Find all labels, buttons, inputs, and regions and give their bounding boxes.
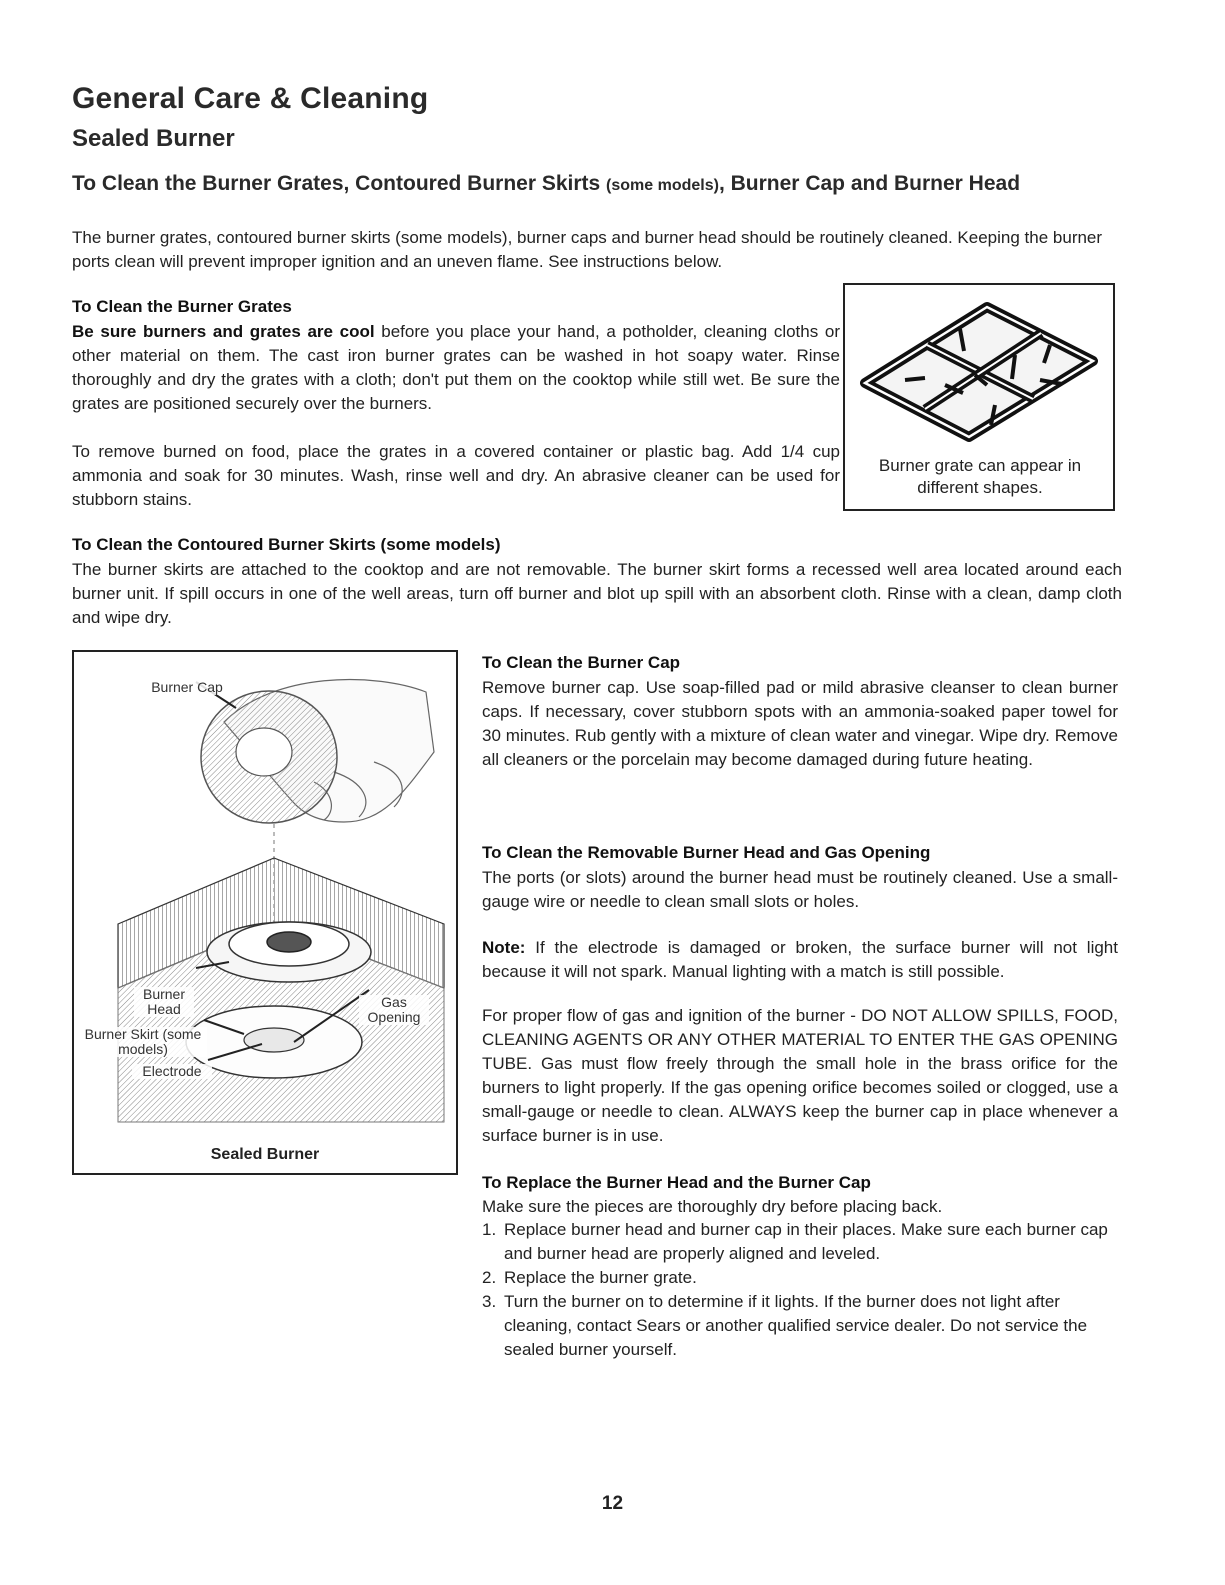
step-text: Replace the burner grate. bbox=[504, 1268, 697, 1287]
replace-intro: Make sure the pieces are thoroughly dry before placing back. bbox=[482, 1197, 943, 1216]
main-heading bbox=[72, 170, 1122, 200]
intro-paragraph: The burner grates, contoured burner skirts (some models), burner caps and burner head should be routinely cleaned. Keeping the burner ports clean will prevent improper ignition and an uneven flame. See instructions below. bbox=[72, 228, 1103, 271]
sealed-burner-figure bbox=[72, 650, 458, 1175]
grates-paragraph-1 bbox=[72, 320, 840, 416]
grates-paragraph-2: To remove burned on food, place the grates in a covered container or plastic bag. Add 1/4 cup ammonia and soak for 30 minutes. Wash, rinse well and dry. An abrasive cleaner can be used for stubborn stains. bbox=[72, 442, 840, 509]
list-item bbox=[482, 1290, 1118, 1362]
step-number: 3. bbox=[482, 1292, 497, 1311]
head-paragraph-3: For proper flow of gas and ignition of the burner - DO NOT ALLOW SPILLS, FOOD, CLEANING AGENTS OR ANY OTHER MATERIAL TO ENTER THE GAS OPENING TUBE. Gas must flow freely through the small hole in the brass orifice for the burners to light properly. If the gas opening orifice becomes soiled or clogged, use a small-gauge or needle to clean. ALWAYS keep the burner cap in place whenever a surface burner is in use. bbox=[482, 1006, 1118, 1145]
replace-steps-list bbox=[482, 1218, 1118, 1362]
skirts-heading: To Clean the Contoured Burner Skirts (some models) bbox=[72, 535, 501, 554]
head-heading: To Clean the Removable Burner Head and Gas Opening bbox=[482, 843, 931, 862]
list-item bbox=[482, 1218, 1118, 1266]
cap-paragraph: Remove burner cap. Use soap-filled pad or mild abrasive cleanser to clean burner caps. If necessary, cover stubborn spots with an ammonia-soaked paper towel for 30 minutes. Rub gently with a mixture of clean water and vinegar. Wipe dry. Remove all cleaners or the porcelain may become damaged during future heating. bbox=[482, 678, 1118, 769]
grates-p1-rest: before you place your hand, a potholder, cleaning cloths or other material on them. The cast iron burner grates can be washed in hot soapy water. Rinse thoroughly and dry the grates with a cloth; don't put them on the cooktop while still wet. Be sure the grates are positioned securely over the burners. bbox=[72, 322, 840, 413]
grate-figure-caption: Burner grate can appear in different shapes. bbox=[878, 456, 1082, 497]
note-label: Note: bbox=[482, 938, 526, 957]
label-burner-skirt: Burner Skirt (some models) bbox=[79, 1027, 207, 1057]
note-text: If the electrode is damaged or broken, the surface burner will not light because it will not spark. Manual lighting with a match is still possible. bbox=[482, 938, 1118, 981]
cap-heading: To Clean the Burner Cap bbox=[482, 653, 681, 672]
list-item bbox=[482, 1266, 1118, 1290]
replace-heading: To Replace the Burner Head and the Burner Cap bbox=[482, 1173, 871, 1192]
sealed-burner-caption: Sealed Burner bbox=[210, 1146, 320, 1163]
burner-grate-illustration bbox=[845, 285, 1113, 453]
page-number: 12 bbox=[601, 1493, 624, 1514]
head-note bbox=[482, 936, 1118, 984]
main-heading-part1: To Clean the Burner Grates, Contoured Burner Skirts bbox=[72, 172, 607, 195]
main-heading-small: (some models) bbox=[606, 177, 719, 194]
head-paragraph-1: The ports (or slots) around the burner head must be routinely cleaned. Use a small-gauge wire or needle to clean small slots or holes. bbox=[482, 868, 1118, 911]
grates-bold-lead: Be sure burners and grates are cool bbox=[72, 322, 375, 341]
label-burner-cap: Burner Cap bbox=[132, 680, 242, 695]
step-text: Replace burner head and burner cap in their places. Make sure each burner cap and burner head are properly aligned and leveled. bbox=[504, 1220, 1108, 1263]
label-gas-opening: Gas Opening bbox=[359, 995, 429, 1025]
step-number: 1. bbox=[482, 1220, 497, 1239]
label-burner-head: Burner Head bbox=[134, 987, 194, 1017]
step-number: 2. bbox=[482, 1268, 497, 1287]
section-title: Sealed Burner bbox=[72, 125, 235, 152]
grate-figure bbox=[843, 283, 1115, 511]
grates-heading: To Clean the Burner Grates bbox=[72, 297, 292, 316]
main-heading-part2: , Burner Cap and Burner Head bbox=[718, 172, 1021, 195]
step-text: Turn the burner on to determine if it lights. If the burner does not light after cleaning, contact Sears or another qualified service dealer. Do not service the sealed burner yourself. bbox=[504, 1292, 1088, 1359]
page-title: General Care & Cleaning bbox=[72, 82, 429, 115]
skirts-paragraph: The burner skirts are attached to the cooktop and are not removable. The burner skirt forms a recessed well area located around each burner unit. If spill occurs in one of the well areas, turn off burner and blot up spill with an absorbent cloth. Rinse with a clean, damp cloth and wipe dry. bbox=[72, 560, 1122, 627]
label-electrode: Electrode bbox=[132, 1064, 212, 1079]
